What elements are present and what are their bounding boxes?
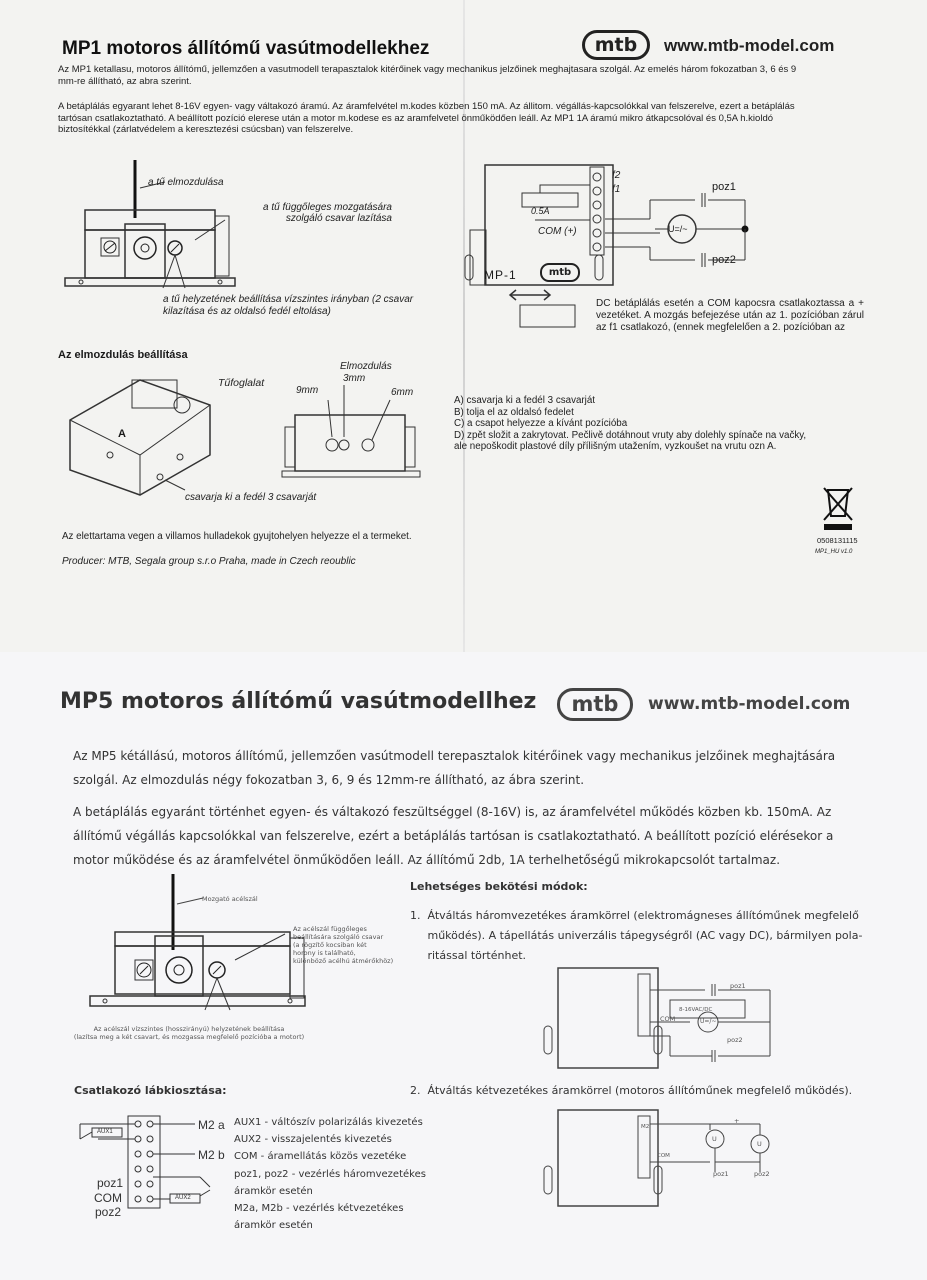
pin-poz2: poz2 [95,1205,122,1219]
mp5-w1-poz2: poz2 [727,1036,743,1044]
mp1-com-label: COM (+) [538,226,577,237]
mp1-intro: Az MP1 ketallasu, motoros állítómű, jellemzően a vasutmodell terapasztalok kitérőinek vagy mechanikus jelzőinek meghajtasara szolgál. Az emelés három fokozatban 3, 6 és 9 mm-re állítható, az abra szerint. [58,64,797,87]
mp1-step-b: B) tolja el az oldalsó fedelet [454,406,574,418]
mp1-needle-holder: Tűfoglalat [218,377,265,389]
mp1-fuse-label: 0.5A [531,206,550,216]
mp1-screw-a-label: A [118,428,126,440]
mp5-bottom-note-line: Az acélszál vízszintes (hosszirányú) helyzetének beállítása [93,1025,285,1033]
pin-desc-line: áramkör esetén [234,1185,313,1197]
mp5-intro-line2: szolgál. Az elmozdulás négy fokozatban 3, 6, 9 és 12mm-re állítható, az ábra szerint. [73,773,585,787]
mp1-unscrew-note: csavarja ki a fedél 3 csavarját [185,492,317,503]
mp1-6mm: 6mm [391,387,414,398]
mp1-dc-note: DC betáplálás esetén a COM kapocsra csatlakoztassa a + vezetéket. A mozgás befejezése után az 1. pozícióban zárul az f1 csatlakozó, (ennek megfelelően a 2. pozícióban az [596,298,864,333]
pin-poz1: poz1 [97,1176,124,1190]
mp1-code: 0508131115 [817,536,858,545]
pin-aux2: AUX2 [175,1195,191,1201]
pin-desc-line: áramkör esetén [234,1220,313,1232]
mp5-pinout-heading: Csatlakozó lábkiosztása: [74,1084,227,1097]
mp1-9mm: 9mm [296,385,319,396]
mp5-modes-heading: Lehetséges bekötési módok: [410,880,588,893]
mp1-version: MP1_HU v1.0 [815,549,853,555]
mp5-side-note [293,925,393,965]
mp5-side-note-line: Az acélszál függőleges [293,925,367,933]
mp5-w2-u1: U [712,1135,717,1143]
mp1-title: MP1 motoros állítómű vasútmodellekhez [62,38,430,59]
mp1-poz1-label: poz1 [712,181,736,193]
mp5-w2-u2: U [757,1140,762,1148]
mp5-bottom-note [64,1025,314,1041]
weee-bin-icon [820,482,856,532]
mp1-device-label: MP-1 [484,268,517,282]
mp1-steps [454,395,884,453]
mp1-3mm: 3mm [343,373,366,384]
mp5-w2-com: COM [657,1153,670,1159]
pin-com: COM [94,1191,122,1205]
pin-desc-line: poz1, poz2 - vezérlés háromvezetékes [234,1168,426,1180]
mp5-rod-label: Mozgató acélszál [202,895,258,903]
mp5-w2-plus: + [734,1117,740,1125]
pin-desc-line: COM - áramellátás közös vezetéke [234,1151,407,1163]
pin-m2a: M2 a [198,1118,225,1132]
mp5-side-note-line: horony is található, [293,949,356,957]
pin-desc-line: AUX2 - visszajelentés kivezetés [234,1134,392,1146]
mp5-side-note-line: beállítására szolgáló csavar [293,933,384,941]
mp5-power [73,800,833,872]
mp1-step-d-cont: ale nepoškodit plastové díly přílišným utažením, vyzkoušet na vrutu ozn A. [454,441,777,453]
pin-desc-line: M2a, M2b - vezérlés kétvezetékes [234,1203,404,1215]
mp1-label-position: a tű helyzetének beállítása vízszintes irányban (2 csavar kilazítása és az oldalsó fedél eltolása) [163,294,414,317]
mp1-source-label: U=/~ [668,224,688,234]
mp1-step-d: D) zpět složit a zakrytovat. Pečlivě dotáhnout vruty aby dolehly spínače na vačky, [454,429,807,441]
mp5-title: MP5 motoros állítómű vasútmodellhez [60,689,537,714]
mtb-logo: mtb [582,30,650,60]
mp1-producer: Producer: MTB, Segala group s.r.o Praha, made in Czech reoublic [62,556,356,567]
mp5-w1-poz1: poz1 [730,982,746,990]
pin-m2b: M2 b [198,1148,225,1162]
mp5-mode1-line: működés). A tápellátás univerzális tápegységről (AC vagy DC), bármilyen pola- [410,929,863,942]
mp5-w2-poz1: poz1 [713,1170,729,1178]
mp5-intro-line1: Az MP5 kétállású, motoros állítómű, jellemzően vasútmodell terepasztalok kitérőinek vagy mechanikus jelzőinek meghajtására [73,749,836,763]
mp1-url: www.mtb-model.com [664,36,835,55]
mp5-w2-m2: M2 [641,1124,650,1130]
mp1-device-logo: mtb [540,263,580,282]
mp5-power-line1: A betáplálás egyaránt történhet egyen- és váltakozó feszültséggel (8-16V) is, az áramfelvétel működés közben kb. 150mA. Az [73,805,832,819]
mp1-movement-label: Elmozdulás [340,361,392,372]
mp1-step-a: A) csavarja ki a fedél 3 csavarját [454,395,596,406]
mp1-label-needle-move: a tű elmozdulása [148,177,224,188]
mp5-w1-source: U=/~ [700,1018,717,1025]
mp5-pin-descriptions [234,1114,426,1234]
mp1-disposal: Az elettartama vegen a villamos hulladekok gyujtohelyen helyezze el a termeket. [62,531,412,542]
mp5-leaflet [0,652,927,1280]
mp5-url: www.mtb-model.com [648,694,851,714]
mp5-mode2: 2. Átváltás kétvezetékes áramkörrel (motoros állítóműnek megfelelő működés). [410,1084,853,1097]
mp5-side-note-line: különböző acélhú átmérőkhöz) [293,957,394,965]
mp5-w1-com: COM [660,1015,676,1023]
mp1-terminal-f2: f2 [612,170,621,181]
mp1-power-text: A betáplálás egyarant lehet 8-16V egyen- vagy váltakozó áramú. Az áramfelvétel m.kodes közben 150 mA. Az állitom. végállás-kapcsolókkal van felszerelve, ezert a betáplálás tartósan csatlakoztatható. A beállított pozíció elerese után a motor m.kodese es az aramfelvetel önműködően leáll. Az MP1 1A áramú mikro átkapcsolóval és 0,5A h.kioldó biztosítékkal (zárlatvédelem a keresztezési csúcsban) van felszerelve. [58,101,795,135]
mp1-label-vertical-screw: a tű függőleges mozgatására szolgáló csavar lazítása [263,202,392,224]
mp1-adjust-heading: Az elmozdulás beállítása [58,349,188,361]
mp5-mode1-line: ritással történhet. [410,949,527,962]
mp5-w2-poz2: poz2 [754,1170,770,1178]
mp1-terminal-f1: f1 [612,184,621,195]
mp5-power-line3: motor működése és az áramfelvétel önműködően leáll. Az állítómű 2db, 1A terhelhetőségű mikrokapcsolót tartalmaz. [73,853,781,867]
mp5-side-note-line: (a rögzítő kocsiban két [293,941,367,949]
mp5-w1-psu: 8-16VAC/DC [679,1007,713,1013]
mp1-step-c: C) a csapot helyezze a kívánt pozícióba [454,418,628,430]
mp1-poz2-label: poz2 [712,254,736,266]
mtb-logo-2: mtb [557,688,633,721]
mp5-mode1-line: 1. Átváltás háromvezetékes áramkörrel (elektromágneses állítóműnek megfelelő [410,909,859,922]
mp5-mode1 [410,906,862,966]
pin-aux1: AUX1 [97,1129,113,1135]
pin-desc-line: AUX1 - váltószív polarizálás kivezetés [234,1117,423,1128]
mp5-intro [73,744,835,792]
mp5-power-line2: állítómű végállás kapcsolókkal van felszerelve, ezért a betáplálás tartósan is csatlakoztatható. A beállított pozíció elérésekor a [73,829,834,843]
mp5-bottom-note-line: (lazítsa meg a két csavart, és mozgassa megfelelő pozícióba a motort) [73,1033,305,1041]
